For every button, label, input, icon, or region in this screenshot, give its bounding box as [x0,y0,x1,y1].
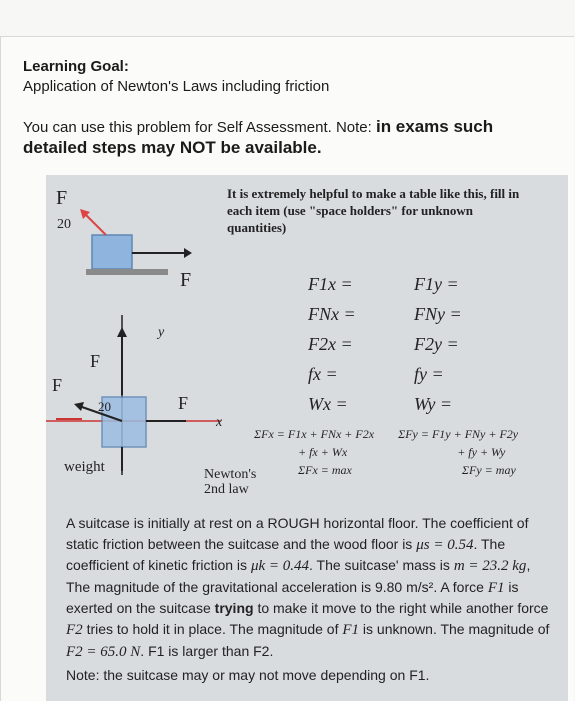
mu-s: μs = 0.54 [416,536,474,553]
label-f1: F [178,393,189,413]
gravity: 9.80 m/s² [374,578,434,595]
label-y: y [158,325,165,340]
sum-y2: + fy + Wy [457,445,506,459]
force-f1: F1 [487,579,505,596]
f2-arrow-top [84,213,106,235]
free-body-diagram [46,175,226,475]
self-assessment-emphasis: in exams such detailed steps may NOT be available. [23,117,494,157]
force-f1b: F1 [342,621,360,638]
table-left: F1x = FNx = F2x = fx = Wx = [308,274,356,414]
newton-label: Newton's 2nd law [204,467,257,497]
table-right: F1y = FNy = F2y = fy = Wy = [414,274,462,414]
label-f1-top: F [180,269,192,291]
page [0,36,574,701]
problem-text: A suitcase is initially at rest on a ROUGH horizontal floor. The coefficient of static friction between the suitcase and the wood floor is μs = 0.54. The coefficient of kinetic friction is μk = 0.44. The suitcase' mass is m = 23.2 kg, The magnitude of the gravitational acceleration is 9.80 m/s². A force F1 is exerted on the suitcase trying to make it move to the right while another force F2 tries to hold it in place. The magnitude of F1 is unknown. The magnitude of F2 = 65.0 N. F1 is larger than F2. [66,515,550,660]
label-angle: 20 [98,399,111,414]
sum-equations [254,425,564,479]
label-angle-top: 20 [57,217,71,232]
label-f2: F [52,375,63,395]
floor [86,269,168,275]
table-hint: It is extremely helpful to make a table like this, fill in each item (use "space holders" for unknown quantities) [227,186,520,235]
self-assessment-note [23,117,543,159]
mass: m = 23.2 kg [453,558,527,575]
f2-magnitude: F2 = 65.0 N [66,643,141,660]
problem-panel [46,175,568,701]
learning-goal-title: Learning Goal: [23,58,129,75]
sum-x3: ΣFx = max [298,463,352,477]
force-f2: F2 [66,621,83,638]
label-fn: F [90,351,101,371]
learning-goal [23,57,329,97]
mu-k: μk = 0.44 [250,558,309,575]
label-weight: weight [64,459,105,475]
self-assessment-text: You can use this problem for Self Assessment. Note: [23,119,376,136]
sum-y: ΣFy = F1y + FNy + F2y [398,427,519,441]
sum-x2: + fx + Wx [298,445,348,459]
label-x: x [216,415,223,430]
sum-y3: ΣFy = may [461,463,516,477]
label-f2-top: F [56,187,68,209]
suitcase-box [92,235,132,269]
sum-x: ΣFx = F1x + FNx + F2x [254,427,375,441]
movement-note: Note: the suitcase may or may not move depending on F1. [66,667,430,683]
learning-goal-text: Application of Newton's Laws including friction [23,78,330,95]
